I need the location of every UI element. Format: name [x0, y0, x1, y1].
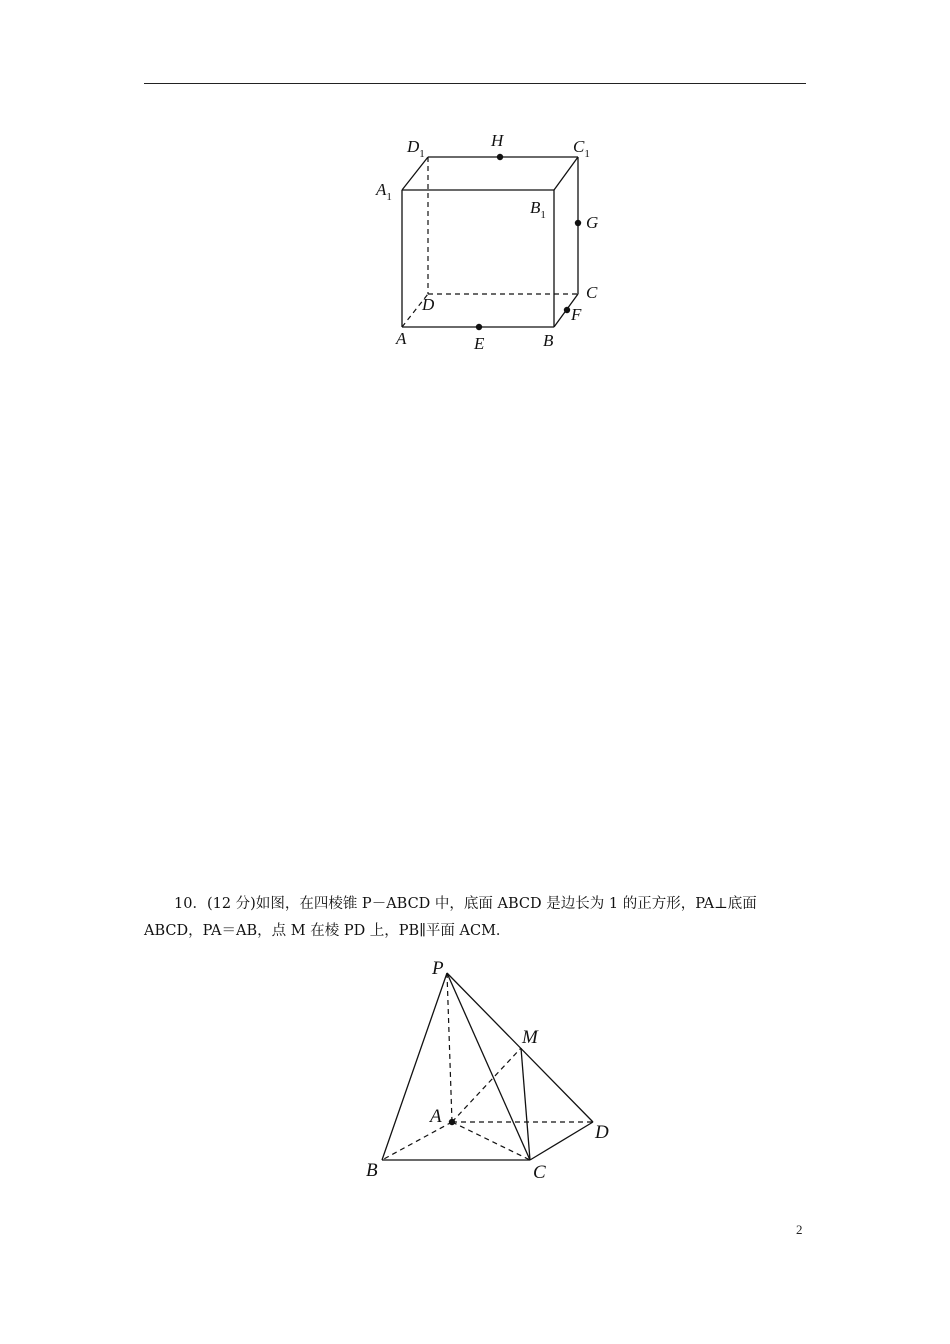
- label-a: A: [430, 1106, 442, 1127]
- edge-cd: [530, 1122, 593, 1160]
- problem-10: [144, 891, 806, 945]
- label-a1: $A_1$: [376, 180, 392, 203]
- label-h: H: [491, 131, 504, 150]
- point-e: [476, 324, 482, 330]
- edge-am-hidden: [452, 1048, 521, 1122]
- label-d: D: [422, 295, 435, 314]
- label-a: A: [396, 329, 407, 348]
- edge-ab-hidden: [382, 1122, 452, 1160]
- label-c: C: [586, 283, 598, 302]
- label-b: B: [366, 1160, 378, 1181]
- edge-pc: [447, 973, 530, 1160]
- edge-a1d1: [402, 157, 428, 190]
- edge-pd: [447, 973, 593, 1122]
- point-a: [449, 1119, 455, 1125]
- edge-pb: [382, 973, 447, 1160]
- prism-figure: [0, 0, 950, 400]
- label-m: M: [522, 1027, 538, 1048]
- edge-pa-hidden: [447, 973, 452, 1122]
- page-number: 2: [796, 1222, 803, 1237]
- edge-ac-hidden: [452, 1122, 530, 1160]
- label-g: G: [586, 213, 599, 232]
- label-d: D: [595, 1122, 609, 1143]
- label-c1: $C_1$: [573, 137, 590, 160]
- edge-b1c1: [554, 157, 578, 190]
- label-p: P: [432, 958, 444, 979]
- label-b: B: [543, 331, 554, 350]
- label-d1: $D_1$: [407, 137, 425, 160]
- point-f: [564, 307, 570, 313]
- label-c: C: [533, 1162, 546, 1183]
- point-g: [575, 220, 581, 226]
- problem-10-line1: 10．(12 分)如图，在四棱锥 P－ABCD 中，底面 ABCD 是边长为 1 的正方形，PA⊥底面: [174, 896, 757, 912]
- point-h: [497, 154, 503, 160]
- label-b1: $B_1$: [530, 198, 546, 221]
- problem-10-line2: ABCD，PA＝AB，点 M 在棱 PD 上，PB∥平面 ACM．: [144, 923, 511, 939]
- edge-mc: [521, 1048, 530, 1160]
- label-f: F: [571, 305, 582, 324]
- label-e: E: [474, 334, 485, 353]
